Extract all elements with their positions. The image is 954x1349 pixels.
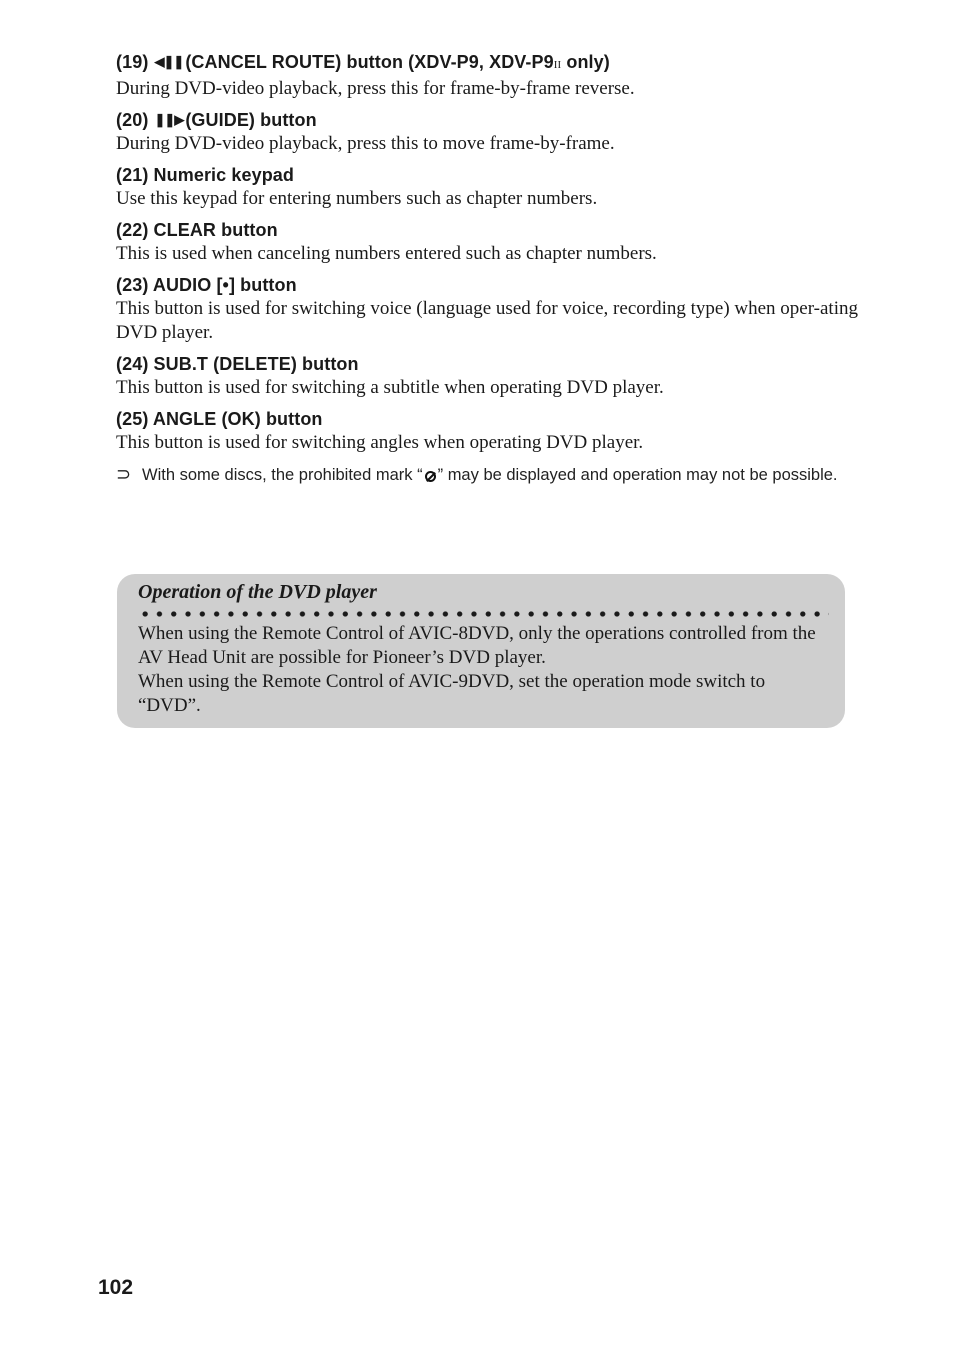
note-text: With some discs, the prohibited mark “ [142,466,423,484]
callout-paragraph: When using the Remote Control of AVIC-8DVD, only the operations controlled from the AV Head Unit are possible for Pioneer’s DVD player. [138,623,816,668]
item-description: This is used when canceling numbers entered such as chapter numbers. [116,243,657,264]
item-22 [116,218,876,266]
item-number: (24) [116,354,149,374]
item-title: (CANCEL ROUTE) button (XDV-P9, XDV-P9 [185,52,554,72]
item-number: (23) [116,275,149,295]
item-title: ANGLE (OK) button [152,409,323,429]
item-number: (21) [116,165,149,185]
item-heading [116,163,876,187]
item-description: During DVD-video playback, press this for frame-by-frame reverse. [116,78,635,99]
arrow-note-icon: ⊃ [116,464,132,484]
item-21 [116,163,876,211]
item-heading [116,352,876,376]
item-title: AUDIO [•] button [152,275,297,295]
model-suffix: II [553,59,562,71]
item-23 [116,273,876,345]
item-number: (20) [116,110,149,130]
note [116,465,876,485]
dotted-divider [138,610,829,618]
item-title: (GUIDE) button [185,110,317,130]
note-text-tail: ” may be displayed and operation may not be possible. [437,466,838,484]
callout-paragraph: When using the Remote Control of AVIC-9DVD, set the operation mode switch to “DVD”. [138,671,766,716]
prohibited-mark-icon [425,471,436,482]
item-heading [116,407,876,431]
item-description: This button is used for switching voice (language used for voice, recording type) when oper-ating DVD player. [116,298,858,343]
item-number: (19) [116,52,149,72]
item-25 [116,407,876,455]
item-24 [116,352,876,400]
item-number: (25) [116,409,149,429]
dvd-operation-callout [117,574,845,728]
item-20 [116,108,876,156]
page-number: 102 [98,1276,134,1299]
item-description: This button is used for switching a subtitle when operating DVD player. [116,377,664,398]
item-description: This button is used for switching angles when operating DVD player. [116,432,644,453]
item-title: CLEAR button [153,220,278,240]
item-title-tail: only) [561,52,610,72]
item-heading [116,218,876,242]
item-title: SUB.T (DELETE) button [153,354,359,374]
frame-reverse-icon: ◀❚❚ [154,54,184,69]
item-number: (22) [116,220,149,240]
item-heading [116,273,876,297]
callout-title: Operation of the DVD player [138,581,377,603]
item-19 [116,50,876,101]
item-heading [116,108,876,132]
item-heading [116,50,876,77]
item-description: Use this keypad for entering numbers such as chapter numbers. [116,188,598,209]
frame-forward-icon: ❚❚▶ [154,112,184,127]
item-title: Numeric keypad [153,165,294,185]
page-content [116,50,876,485]
item-description: During DVD-video playback, press this to move frame-by-frame. [116,133,615,154]
